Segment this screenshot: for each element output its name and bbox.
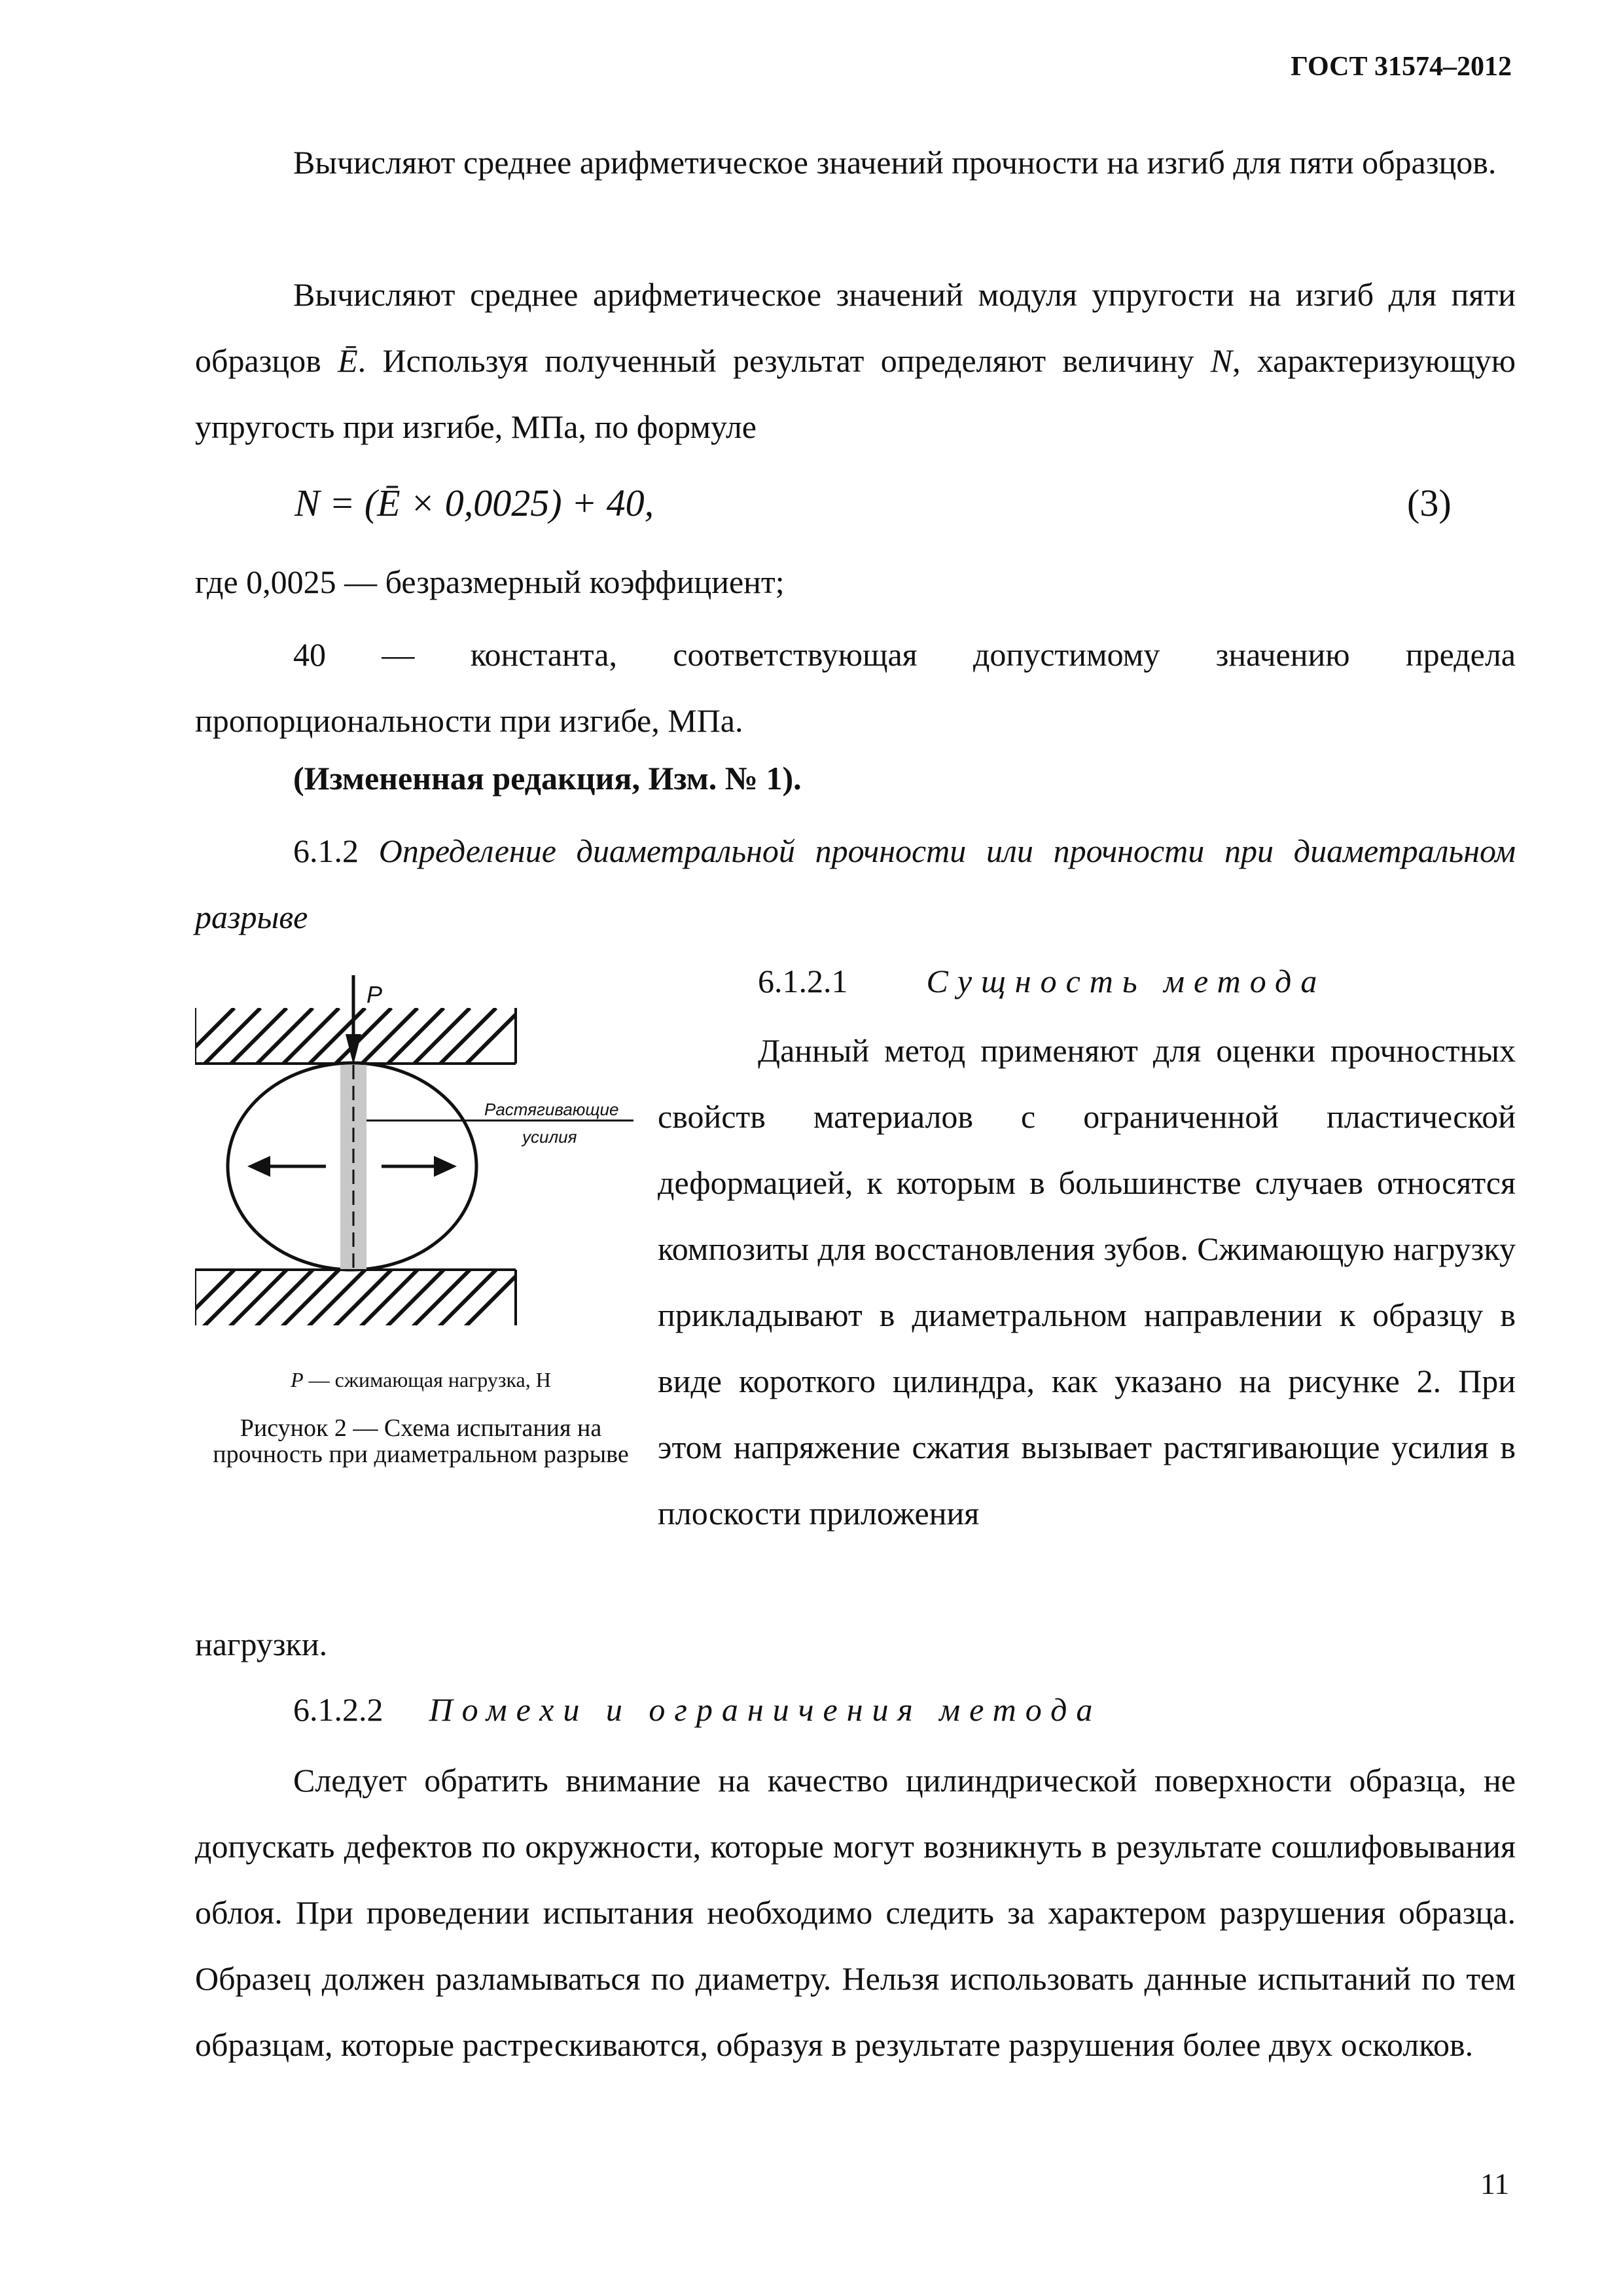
section-title: Помехи и ограничения метода [429, 1691, 1102, 1728]
symbol-e-bar: Ē [338, 342, 358, 379]
amendment-note: (Измененная редакция, Изм. № 1). [293, 760, 802, 797]
paragraph-text: , характеризующую упругость при изгибе, МПа, по формуле [195, 342, 1516, 445]
where-constant: 40 — константа, соответствующая допустимому значению предела пропорциональности при изгибе, МПа. [195, 636, 1516, 739]
paragraph-text: Вычисляют среднее арифметическое значений модуля упругости на изгиб для пяти образцов [195, 276, 1516, 379]
paragraph-interference: Следует обратить внимание на качество цилиндрической поверхности образца, не допускать дефектов по окружности, которые могут возникнуть в результате сошлифовывания облоя. При проведении испытания необходимо следить за характером разрушения образца. Образец должен разламываться по диаметру. Нельзя использовать данные испытаний по тем образцам, которые растрескиваются, образуя в результате разрушения более двух осколков. [195, 1762, 1516, 2063]
label-tension-1: Растягивающие [484, 1100, 619, 1119]
section-6-1-2-2 [293, 1691, 1101, 1729]
figure-diametral-test [195, 975, 647, 1355]
section-6-1-2-1 [758, 962, 1326, 1000]
formula-number: (3) [1407, 482, 1452, 524]
legend-symbol: P [291, 1368, 304, 1391]
section-number: 6.1.2.2 [293, 1691, 383, 1728]
section-number: 6.1.2.1 [758, 963, 848, 999]
section-title: Сущность метода [926, 963, 1327, 999]
paragraph-strength-average: Вычисляют среднее арифметическое значений прочности на изгиб для пяти образцов. [293, 144, 1497, 181]
label-p: P [366, 981, 383, 1008]
where-coefficient: где 0,0025 — безразмерный коэффициент; [195, 564, 785, 600]
method-essence-tail: нагрузки. [195, 1626, 328, 1662]
section-title: Определение диаметральной прочности или прочности при диаметральном разрыве [195, 833, 1516, 935]
paragraph-text: . Используя полученный результат определяют величину [357, 342, 1211, 379]
method-essence-text: Данный метод применяют для оценки прочностных свойств материалов с ограниченной пластической деформацией, к которым в большинстве случаев относятся композиты для восстановления зубов. Сжимающую нагрузку прикладывают в диаметральном направлении к образцу в виде короткого цилиндра, как указано на рисунке 2. При этом напряжение сжатия вызывает растягивающие усилия в плоскости приложения [658, 1032, 1516, 1532]
section-number: 6.1.2 [293, 833, 359, 869]
lower-platen-hatching [195, 1270, 522, 1329]
paragraph-modulus-average [195, 262, 1516, 460]
page-number: 11 [1480, 2167, 1510, 2200]
symbol-n: N [1210, 342, 1233, 379]
section-6-1-2 [195, 818, 1516, 950]
legend-text: — сжимающая нагрузка, Н [303, 1368, 551, 1391]
document-header: ГОСТ 31574–2012 [1291, 52, 1512, 82]
figure-legend [195, 1367, 647, 1393]
formula-3: N = (Ē × 0,0025) + 40, [294, 482, 654, 524]
label-tension-2: усилия [522, 1127, 577, 1147]
figure-caption: Рисунок 2 — Схема испытания на прочность при диаметральном разрыве [213, 1414, 629, 1468]
